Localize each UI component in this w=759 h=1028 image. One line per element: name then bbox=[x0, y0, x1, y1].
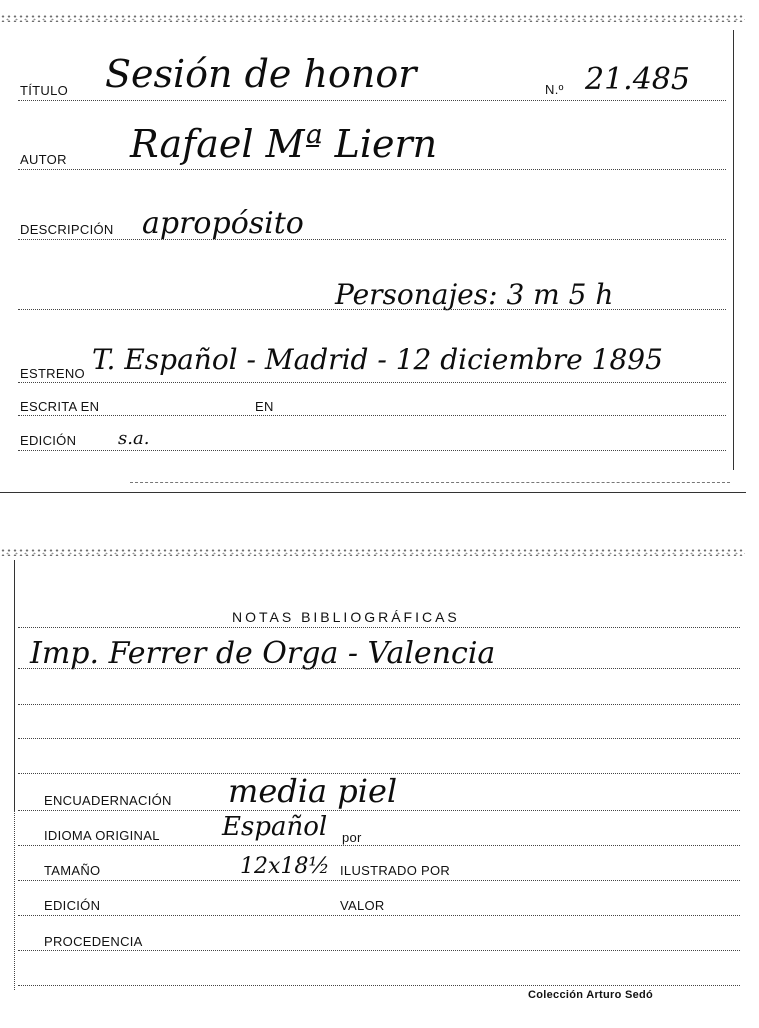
edicion-line-2 bbox=[18, 915, 740, 916]
card-bottom-rule bbox=[0, 492, 746, 493]
card2-bottom-line bbox=[18, 985, 740, 986]
estreno-label: ESTRENO bbox=[20, 366, 85, 381]
card-top-edge bbox=[0, 14, 745, 22]
tamano-value: 12x18½ bbox=[240, 854, 330, 879]
estreno-line bbox=[18, 382, 726, 383]
escrita-en-label: ESCRITA EN bbox=[20, 399, 100, 414]
valor-label: VALOR bbox=[340, 898, 385, 913]
idioma-value: Español bbox=[222, 812, 328, 842]
card-right-edge bbox=[733, 30, 734, 470]
encuadernacion-value: media piel bbox=[228, 772, 398, 810]
personajes-value: Personajes: 3 m 5 h bbox=[335, 278, 614, 311]
numero-label: N.º bbox=[545, 82, 564, 97]
edicion-label-2: EDICIÓN bbox=[44, 898, 101, 913]
tamano-line bbox=[18, 880, 740, 881]
card2-top-edge bbox=[0, 548, 745, 556]
idioma-label: IDIOMA ORIGINAL bbox=[44, 828, 160, 843]
edicion-label: EDICIÓN bbox=[20, 433, 77, 448]
encuadernacion-line bbox=[18, 810, 740, 811]
ilustrado-por-label: ILUSTRADO POR bbox=[340, 863, 451, 878]
en-label: EN bbox=[255, 399, 274, 414]
notas-line-2 bbox=[18, 704, 740, 705]
procedencia-label: PROCEDENCIA bbox=[44, 934, 143, 949]
numero-value: 21.485 bbox=[585, 62, 690, 97]
titulo-line bbox=[18, 100, 726, 101]
notas-line-1 bbox=[18, 668, 740, 669]
tamano-label: TAMAÑO bbox=[44, 863, 101, 878]
autor-line bbox=[18, 169, 726, 170]
descripcion-label: DESCRIPCIÓN bbox=[20, 222, 114, 237]
escrita-line bbox=[18, 415, 726, 416]
autor-value: Rafael Mª Liern bbox=[130, 122, 438, 166]
personajes-line bbox=[18, 309, 726, 310]
autor-label: AUTOR bbox=[20, 152, 67, 167]
card2-left-edge bbox=[14, 560, 15, 810]
notas-value: Imp. Ferrer de Orga - Valencia bbox=[30, 636, 496, 671]
card2-left-edge-dotted bbox=[14, 810, 15, 990]
edicion-line bbox=[18, 450, 726, 451]
titulo-label: TÍTULO bbox=[20, 83, 69, 98]
notas-bibliograficas-heading: NOTAS BIBLIOGRÁFICAS bbox=[232, 609, 460, 625]
encuadernacion-label: ENCUADERNACIÓN bbox=[44, 793, 172, 808]
notas-heading-line bbox=[18, 627, 740, 628]
estreno-value: T. Español - Madrid - 12 diciembre 1895 bbox=[92, 343, 663, 376]
procedencia-line bbox=[18, 950, 740, 951]
card1-bottom-dotline bbox=[130, 482, 730, 483]
coleccion-footer: Colección Arturo Sedó bbox=[528, 989, 654, 1001]
edicion-value: s.a. bbox=[118, 428, 150, 449]
idioma-line bbox=[18, 845, 740, 846]
descripcion-value: apropósito bbox=[142, 206, 304, 241]
por-label: por bbox=[342, 830, 362, 845]
descripcion-line bbox=[18, 239, 726, 240]
titulo-value: Sesión de honor bbox=[105, 52, 417, 96]
notas-line-3 bbox=[18, 738, 740, 739]
